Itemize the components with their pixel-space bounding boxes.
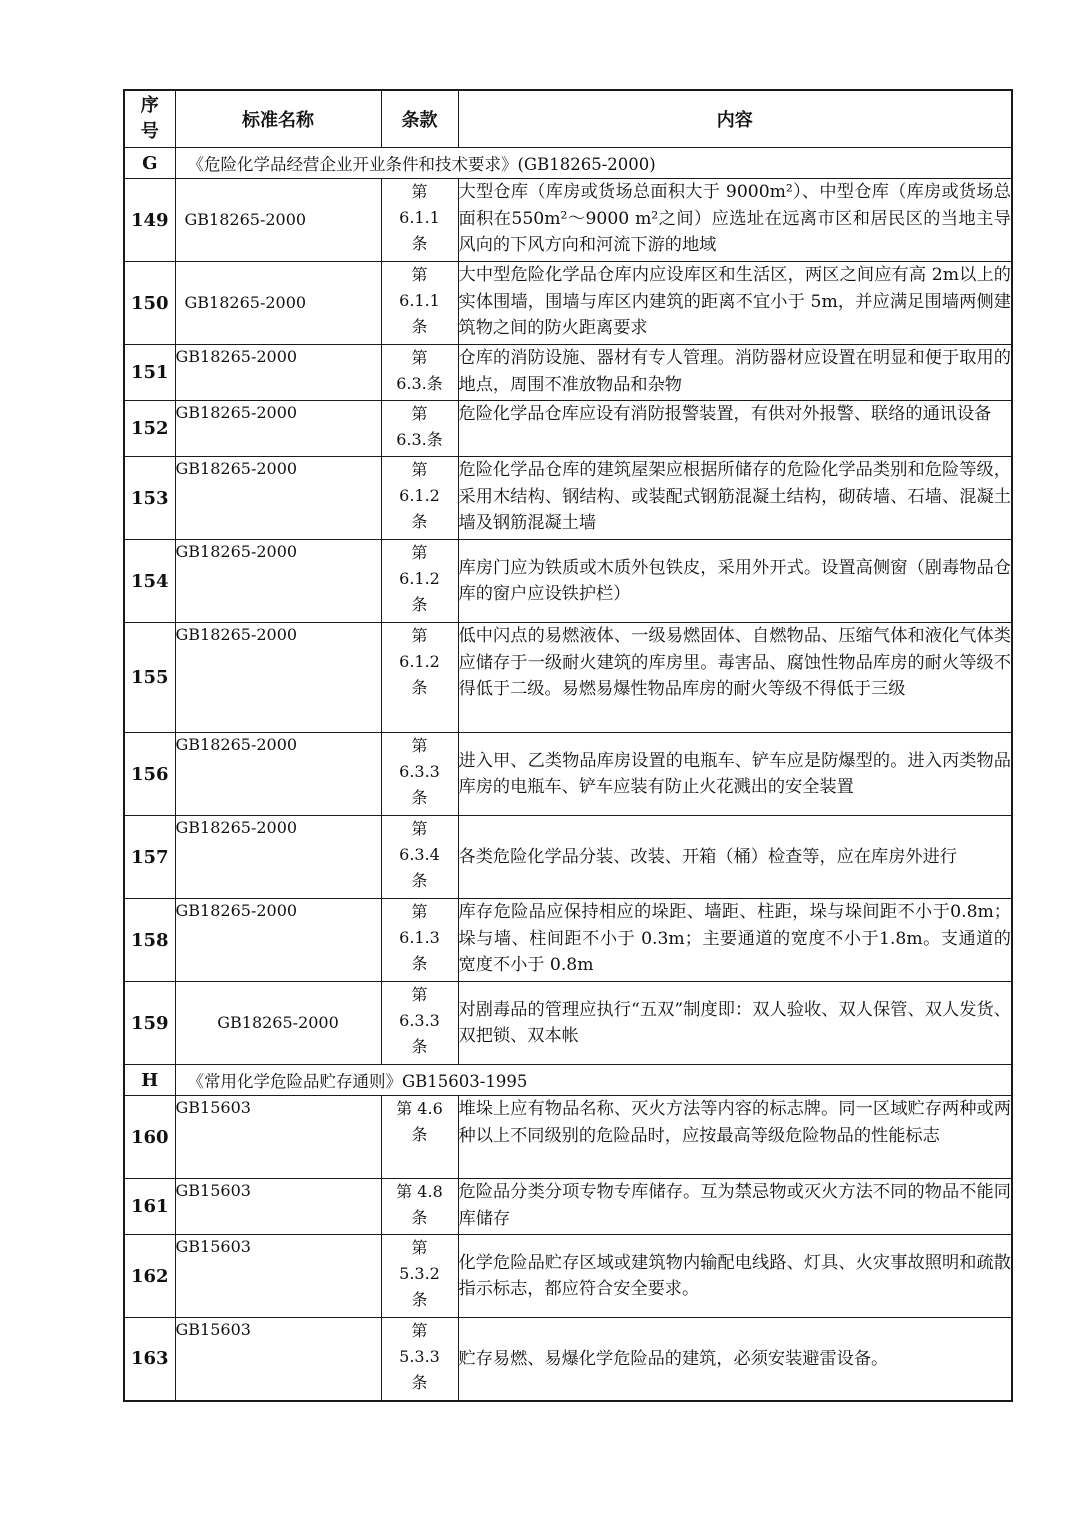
row-standard-name: GB15603: [175, 1235, 381, 1318]
row-clause: 第 6.1.1 条: [381, 179, 458, 262]
standards-table: [123, 89, 1013, 1402]
table-row: [124, 1318, 1012, 1401]
row-clause: 第 6.3.条: [381, 345, 458, 401]
row-content: 大中型危险化学品仓库内应设库区和生活区，两区之间应有高 2m以上的实体围墙，围墙与库区内建筑的距离不宜小于 5m，并应满足围墙两侧建筑物之间的防火距离要求: [458, 262, 1012, 345]
row-standard-name: GB18265-2000: [175, 733, 381, 816]
table-row: [124, 982, 1012, 1065]
row-clause: 第 6.1.1 条: [381, 262, 458, 345]
row-clause: 第 6.1.2 条: [381, 457, 458, 540]
row-standard-name: GB18265-2000: [175, 899, 381, 982]
table-row: [124, 1235, 1012, 1318]
table-row: [124, 401, 1012, 457]
header-row: [124, 90, 1012, 148]
table-row: [124, 733, 1012, 816]
row-clause: 第 6.1.3 条: [381, 899, 458, 982]
row-seq: 151: [124, 345, 175, 401]
row-clause: 第 4.8 条: [381, 1179, 458, 1235]
row-content: 仓库的消防设施、器材有专人管理。消防器材应设置在明显和便于取用的地点，周围不准放物品和杂物: [458, 345, 1012, 401]
row-clause: 第 6.1.2 条: [381, 540, 458, 623]
row-seq: 156: [124, 733, 175, 816]
table-row: [124, 623, 1012, 733]
row-seq: 157: [124, 816, 175, 899]
section-title: 《常用化学危险品贮存通则》GB15603-1995: [175, 1065, 1012, 1096]
row-standard-name: GB18265-2000: [175, 179, 381, 262]
table-row: [124, 1179, 1012, 1235]
row-seq: 152: [124, 401, 175, 457]
row-standard-name: GB15603: [175, 1179, 381, 1235]
row-seq: 161: [124, 1179, 175, 1235]
row-standard-name: GB18265-2000: [175, 540, 381, 623]
row-standard-name: GB18265-2000: [175, 457, 381, 540]
row-seq: 158: [124, 899, 175, 982]
row-seq: 162: [124, 1235, 175, 1318]
row-content: 库存危险品应保持相应的垛距、墙距、柱距，垛与垛间距不小于0.8m；垛与墙、柱间距不小于 0.3m；主要通道的宽度不小于1.8m。支通道的宽度不小于 0.8m: [458, 899, 1012, 982]
row-clause: 第 5.3.2 条: [381, 1235, 458, 1318]
table-row: [124, 540, 1012, 623]
table-row: [124, 899, 1012, 982]
section-title: 《危险化学品经营企业开业条件和技术要求》(GB18265-2000): [175, 148, 1012, 179]
header-content: 内容: [458, 90, 1012, 148]
row-seq: 149: [124, 179, 175, 262]
row-clause: 第 6.3.3 条: [381, 733, 458, 816]
row-content: 贮存易燃、易爆化学危险品的建筑，必须安装避雷设备。: [458, 1318, 1012, 1401]
row-seq: 150: [124, 262, 175, 345]
row-seq: 160: [124, 1096, 175, 1179]
row-content: 危险化学品仓库的建筑屋架应根据所储存的危险化学品类别和危险等级，采用木结构、钢结构、或装配式钢筋混凝土结构，砌砖墙、石墙、混凝土墙及钢筋混凝土墙: [458, 457, 1012, 540]
row-content: 化学危险品贮存区域或建筑物内输配电线路、灯具、火灾事故照明和疏散指示标志，都应符合安全要求。: [458, 1235, 1012, 1318]
row-content: 危险化学品仓库应设有消防报警装置，有供对外报警、联络的通讯设备: [458, 401, 1012, 457]
row-content: 低中闪点的易燃液体、一级易燃固体、自燃物品、压缩气体和液化气体类应储存于一级耐火建筑的库房里。毒害品、腐蚀性物品库房的耐火等级不得低于二级。易燃易爆性物品库房的耐火等级不得低于三级: [458, 623, 1012, 733]
row-content: 进入甲、乙类物品库房设置的电瓶车、铲车应是防爆型的。进入丙类物品库房的电瓶车、铲车应装有防止火花溅出的安全装置: [458, 733, 1012, 816]
row-clause: 第 4.6 条: [381, 1096, 458, 1179]
row-content: 大型仓库（库房或货场总面积大于 9000m²）、中型仓库（库房或货场总面积在550m²～9000 m²之间）应选址在远离市区和居民区的当地主导风向的下风方向和河流下游的地域: [458, 179, 1012, 262]
row-clause: 第 6.3.4 条: [381, 816, 458, 899]
row-seq: 153: [124, 457, 175, 540]
row-standard-name: GB18265-2000: [175, 345, 381, 401]
row-seq: 155: [124, 623, 175, 733]
row-clause: 第 5.3.3 条: [381, 1318, 458, 1401]
row-clause: 第 6.3.条: [381, 401, 458, 457]
table-row: [124, 816, 1012, 899]
section-row: [124, 148, 1012, 179]
header-seq: 序 号: [124, 90, 175, 148]
row-standard-name: GB18265-2000: [175, 623, 381, 733]
row-content: 对剧毒品的管理应执行“五双”制度即：双人验收、双人保管、双人发货、双把锁、双本帐: [458, 982, 1012, 1065]
row-clause: 第 6.1.2 条: [381, 623, 458, 733]
table-row: [124, 179, 1012, 262]
row-standard-name: GB18265-2000: [175, 982, 381, 1065]
row-clause: 第 6.3.3 条: [381, 982, 458, 1065]
table-row: [124, 262, 1012, 345]
row-content: 库房门应为铁质或木质外包铁皮，采用外开式。设置高侧窗（剧毒物品仓库的窗户应设铁护栏）: [458, 540, 1012, 623]
row-seq: 154: [124, 540, 175, 623]
row-content: 各类危险化学品分装、改装、开箱（桶）检查等，应在库房外进行: [458, 816, 1012, 899]
section-row: [124, 1065, 1012, 1096]
header-clause: 条款: [381, 90, 458, 148]
table-row: [124, 345, 1012, 401]
header-name: 标准名称: [175, 90, 381, 148]
row-seq: 159: [124, 982, 175, 1065]
row-content: 危险品分类分项专物专库储存。互为禁忌物或灭火方法不同的物品不能同库储存: [458, 1179, 1012, 1235]
section-letter: G: [124, 148, 175, 179]
table-row: [124, 1096, 1012, 1179]
row-seq: 163: [124, 1318, 175, 1401]
row-standard-name: GB15603: [175, 1096, 381, 1179]
row-standard-name: GB18265-2000: [175, 401, 381, 457]
table-row: [124, 457, 1012, 540]
row-content: 堆垛上应有物品名称、灭火方法等内容的标志牌。同一区域贮存两种或两种以上不同级别的危险品时，应按最高等级危险物品的性能标志: [458, 1096, 1012, 1179]
row-standard-name: GB18265-2000: [175, 262, 381, 345]
row-standard-name: GB18265-2000: [175, 816, 381, 899]
section-letter: H: [124, 1065, 175, 1096]
row-standard-name: GB15603: [175, 1318, 381, 1401]
